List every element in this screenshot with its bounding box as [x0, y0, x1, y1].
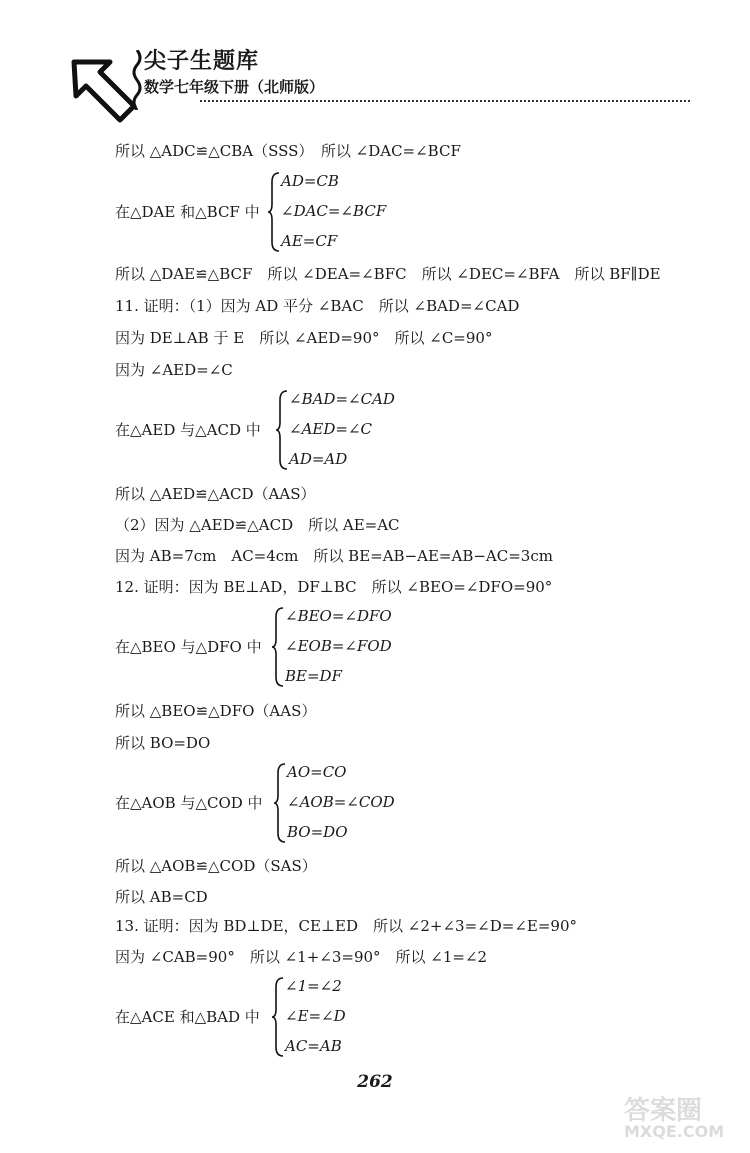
- text-line: 因为 ∠AED=∠C: [115, 361, 233, 379]
- brace-icon: [275, 390, 289, 470]
- system-row: ∠BEO=∠DFO: [285, 607, 392, 625]
- system-row: AE=CF: [281, 232, 338, 250]
- system-row: AC=AB: [285, 1037, 342, 1055]
- decorative-wave-icon: [130, 50, 144, 110]
- text-line: 所以 △AOB≌△COD（SAS）: [115, 857, 317, 875]
- brace-icon: [267, 172, 281, 252]
- system-row: ∠AED=∠C: [289, 420, 372, 438]
- text-line: 11. 证明：（1）因为 AD 平分 ∠BAC 所以 ∠BAD=∠CAD: [115, 297, 520, 315]
- text-line: 因为 ∠CAB=90° 所以 ∠1+∠3=90° 所以 ∠1=∠2: [115, 948, 488, 966]
- watermark: [620, 1090, 745, 1150]
- watermark-url: MXQE.COM: [624, 1122, 725, 1141]
- page-header: [70, 40, 710, 120]
- book-title: 尖子生题库: [144, 49, 260, 74]
- text-line: 13. 证明：因为 BD⊥DE，CE⊥ED 所以 ∠2+∠3=∠D=∠E=90°: [115, 917, 577, 935]
- text-line: 所以 BO=DO: [115, 734, 211, 752]
- system-row: AD=CB: [281, 172, 339, 190]
- text-line: 所以 △AED≌△ACD（AAS）: [115, 485, 316, 503]
- system-row: ∠1=∠2: [285, 977, 342, 995]
- system-row: ∠DAC=∠BCF: [281, 202, 387, 220]
- text-line: 因为 AB=7cm AC=4cm 所以 BE=AB−AE=AB−AC=3cm: [115, 547, 553, 565]
- system-row: ∠EOB=∠FOD: [285, 637, 392, 655]
- text-line: 所以 AB=CD: [115, 888, 208, 906]
- brace-icon: [273, 763, 287, 843]
- system-row: ∠AOB=∠COD: [287, 793, 395, 811]
- page-number: 262: [357, 1072, 393, 1092]
- system-lead: 在△ACE 和△BAD 中: [115, 1008, 260, 1026]
- system-lead: 在△AED 与△ACD 中: [115, 421, 261, 439]
- text-line: 因为 DE⊥AB 于 E 所以 ∠AED=90° 所以 ∠C=90°: [115, 329, 493, 347]
- system-row: BE=DF: [285, 667, 342, 685]
- system-row: AO=CO: [287, 763, 347, 781]
- brace-icon: [271, 607, 285, 687]
- system-lead: 在△BEO 与△DFO 中: [115, 638, 262, 656]
- system-row: AD=AD: [289, 450, 348, 468]
- system-lead: 在△DAE 和△BCF 中: [115, 203, 260, 221]
- brace-icon: [271, 977, 285, 1057]
- system-row: BO=DO: [287, 823, 348, 841]
- text-line: 所以 △ADC≌△CBA（SSS） 所以 ∠DAC=∠BCF: [115, 142, 461, 160]
- text-line: 12. 证明：因为 BE⊥AD，DF⊥BC 所以 ∠BEO=∠DFO=90°: [115, 578, 553, 596]
- system-row: ∠BAD=∠CAD: [289, 390, 395, 408]
- header-divider: [200, 100, 690, 102]
- text-line: 所以 △DAE≌△BCF 所以 ∠DEA=∠BFC 所以 ∠DEC=∠BFA 所以 BF∥DE: [115, 265, 661, 283]
- system-row: ∠E=∠D: [285, 1007, 346, 1025]
- text-line: 所以 △BEO≌△DFO（AAS）: [115, 702, 317, 720]
- book-subtitle: 数学七年级下册（北师版）: [144, 78, 325, 96]
- text-line: （2）因为 △AED≌△ACD 所以 AE=AC: [115, 516, 400, 534]
- system-lead: 在△AOB 与△COD 中: [115, 794, 263, 812]
- watermark-logo-text: 答案圈: [624, 1096, 703, 1126]
